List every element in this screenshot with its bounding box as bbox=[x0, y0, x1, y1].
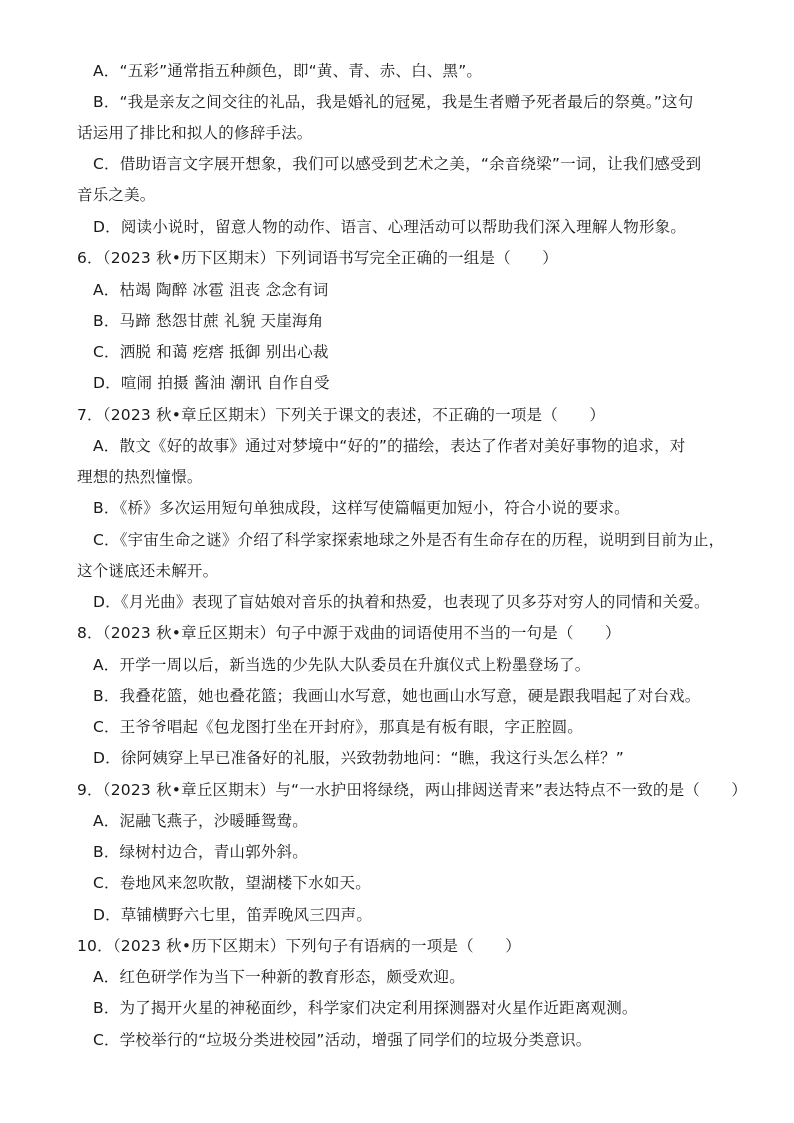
q5-option-a: A．“五彩”通常指五种颜色，即“黄、青、赤、白、黑”。 bbox=[93, 62, 483, 80]
q10-stem: 10．（2023 秋•历下区期末）下列句子有语病的一项是（ ） bbox=[77, 937, 521, 955]
q9-option-c: C．卷地风来忽吹散，望湖楼下水如天。 bbox=[93, 874, 371, 892]
q8-option-d: D．徐阿姨穿上早已准备好的礼服，兴致勃勃地问：“瞧，我这行头怎么样？” bbox=[93, 749, 624, 767]
q7-option-d: D．《月光曲》表现了盲姑娘对音乐的执着和热爱，也表现了贝多芬对穷人的同情和关爱。 bbox=[93, 593, 710, 611]
q8-stem: 8．（2023 秋•章丘区期末）句子中源于戏曲的词语使用不当的一句是（ ） bbox=[77, 624, 621, 642]
q10-option-a: A．红色研学作为当下一种新的教育形态，颇受欢迎。 bbox=[93, 968, 465, 986]
q9-option-d: D．草铺横野六七里，笛弄晚风三四声。 bbox=[93, 906, 373, 924]
q5-option-c-line2: 音乐之美。 bbox=[77, 186, 156, 204]
q5-option-c-line1: C．借助语言文字展开想象，我们可以感受到艺术之美，“余音绕梁”一词，让我们感受到 bbox=[93, 155, 702, 173]
q7-option-a-line2: 理想的热烈憧憬。 bbox=[77, 468, 203, 486]
q8-option-b: B．我叠花篮，她也叠花篮；我画山水写意，她也画山水写意，硬是跟我唱起了对台戏。 bbox=[93, 687, 701, 705]
q6-option-c: C．洒脱 和蔼 疙瘩 抵御 别出心裁 bbox=[93, 343, 329, 361]
q7-option-a-line1: A．散文《好的故事》通过对梦境中“好的”的描绘，表达了作者对美好事物的追求，对 bbox=[93, 437, 686, 455]
q9-option-a: A．泥融飞燕子，沙暖睡鸳鸯。 bbox=[93, 812, 308, 830]
q7-option-b: B．《桥》多次运用短句单独成段，这样写使篇幅更加短小，符合小说的要求。 bbox=[93, 499, 630, 517]
q5-option-b-line2: 话运用了排比和拟人的修辞手法。 bbox=[77, 124, 313, 142]
q6-option-d: D．喧闹 拍摄 酱油 潮讯 自作自受 bbox=[93, 374, 330, 392]
q7-option-c-line2: 这个谜底还未解开。 bbox=[77, 562, 219, 580]
q7-stem: 7．（2023 秋•章丘区期末）下列关于课文的表述，不正确的一项是（ ） bbox=[77, 406, 606, 424]
q6-option-b: B．马蹄 愁怨甘蔗 礼貌 天崖海角 bbox=[93, 312, 324, 330]
q9-stem: 9．（2023 秋•章丘区期末）与“一水护田将绿绕，两山排闼送青来”表达特点不一致的是（ ） bbox=[77, 781, 748, 799]
q8-option-a: A．开学一周以后，新当选的少先队大队委员在升旗仪式上粉墨登场了。 bbox=[93, 656, 591, 674]
q8-option-c: C．王爷爷唱起《包龙图打坐在开封府》，那真是有板有眼，字正腔圆。 bbox=[93, 718, 583, 736]
q10-option-b: B．为了揭开火星的神秘面纱，科学家们决定利用探测器对火星作近距离观测。 bbox=[93, 999, 638, 1017]
q5-option-d: D．阅读小说时，留意人物的动作、语言、心理活动可以帮助我们深入理解人物形象。 bbox=[93, 218, 687, 236]
q9-option-b: B．绿树村边合，青山郭外斜。 bbox=[93, 843, 308, 861]
q10-option-c: C．学校举行的“垃圾分类进校园”活动，增强了同学们的垃圾分类意识。 bbox=[93, 1031, 592, 1049]
q6-stem: 6．（2023 秋•历下区期末）下列词语书写完全正确的一组是（ ） bbox=[77, 249, 558, 267]
q7-option-c-line1: C．《宇宙生命之谜》介绍了科学家探索地球之外是否有生命存在的历程，说明到目前为止， bbox=[93, 531, 725, 549]
q5-option-b-line1: B．“我是亲友之间交往的礼品，我是婚礼的冠冕，我是生者赠予死者最后的祭奠。”这句 bbox=[93, 93, 694, 111]
q6-option-a: A．枯竭 陶醉 冰雹 沮丧 念念有词 bbox=[93, 281, 329, 299]
